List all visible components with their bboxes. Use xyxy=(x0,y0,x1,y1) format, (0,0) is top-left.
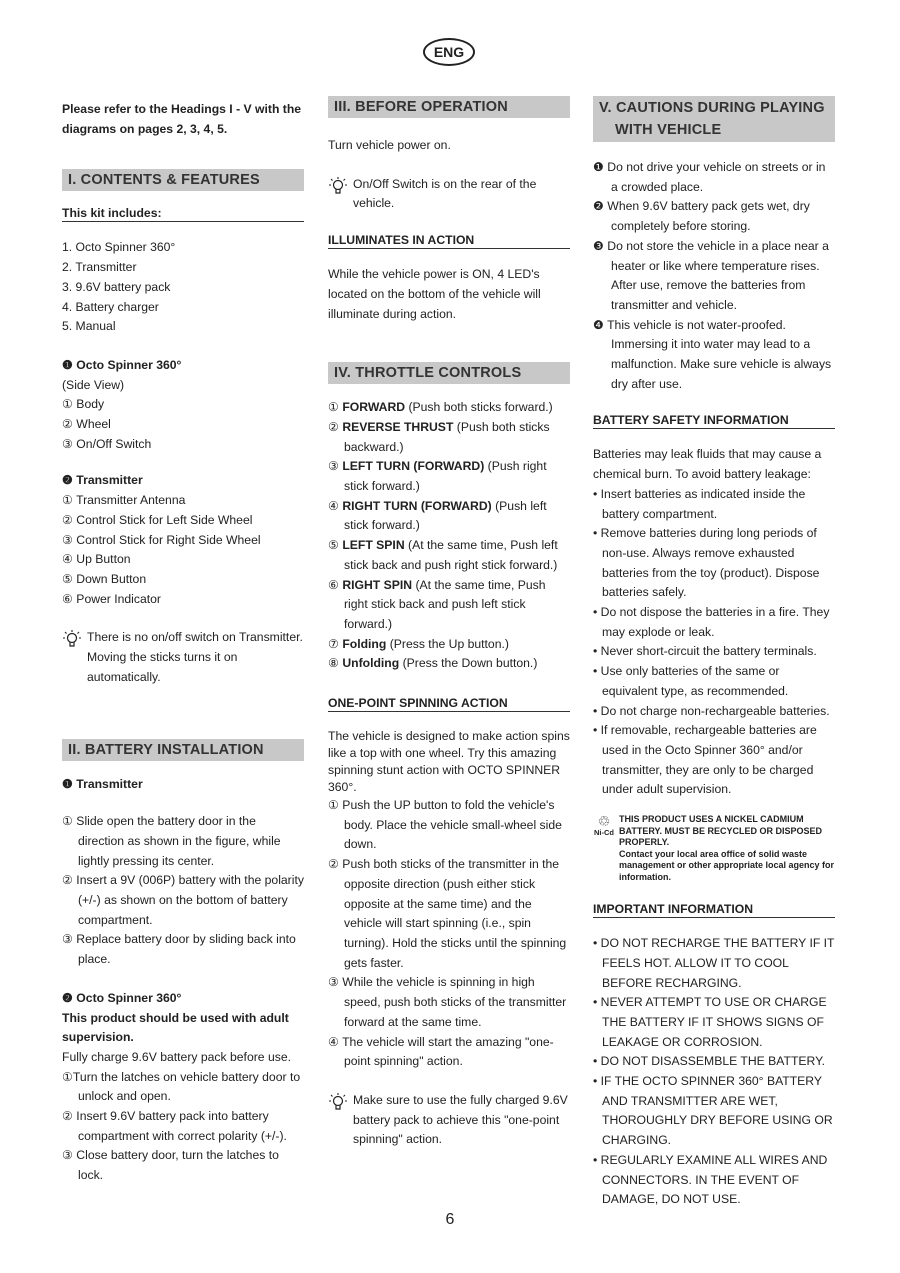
illuminates-heading: ILLUMINATES IN ACTION xyxy=(328,232,570,249)
list-item: ⑤ Down Button xyxy=(62,571,147,586)
lightbulb-icon xyxy=(328,175,348,197)
list-item: ④ Up Button xyxy=(62,552,131,567)
battery-spinner-heading: ❷ Octo Spinner 360° xyxy=(62,990,182,1005)
list-item: 5. Manual xyxy=(62,319,116,334)
spinning-tip xyxy=(328,1091,570,1150)
caution-item: ❷ When 9.6V battery pack gets wet, dry completely before storing. xyxy=(593,199,810,234)
important-info-heading: IMPORTANT INFORMATION xyxy=(593,901,835,918)
section-heading-throttle-controls: IV. THROTTLE CONTROLS xyxy=(328,362,570,384)
lightbulb-icon xyxy=(328,1091,348,1113)
nicd-text: THIS PRODUCT USES A NICKEL CADMIUM BATTERY. MUST BE RECYCLED OR DISPOSED PROPERLY. xyxy=(619,814,823,848)
lightbulb-icon xyxy=(62,628,82,650)
list-item: ③ While the vehicle is spinning in high speed, push both sticks of the transmitter forward at the same time. xyxy=(328,975,567,1029)
control-item: ③ LEFT TURN (FORWARD) (Push right stick forward.) xyxy=(328,459,547,494)
column-3 xyxy=(593,96,835,1210)
control-item: ⑥ RIGHT SPIN (At the same time, Push right stick back and push left stick forward.) xyxy=(328,577,546,631)
safety-item: • If removable, rechargeable batteries are used in the Octo Spinner 360° and/or transmitter, they are only to be charged under adult supervision. xyxy=(593,723,817,797)
one-point-spinning-heading: ONE-POINT SPINNING ACTION xyxy=(328,695,570,712)
important-item: • DO NOT RECHARGE THE BATTERY IF IT FEELS HOT. ALLOW IT TO COOL BEFORE RECHARGING. xyxy=(593,936,835,990)
important-item: • REGULARLY EXAMINE ALL WIRES AND CONNECTORS. IN THE EVENT OF DAMAGE, DO NOT USE. xyxy=(593,1152,828,1207)
important-item: • IF THE OCTO SPINNER 360° BATTERY AND TRANSMITTER ARE WET, THOROUGHLY DRY BEFORE USING OR CHARGING. xyxy=(593,1074,833,1148)
list-item: ① Push the UP button to fold the vehicle's body. Place the vehicle small-wheel side down. xyxy=(328,798,562,852)
safety-intro: Batteries may leak fluids that may cause a chemical burn. To avoid battery leakage: xyxy=(593,447,822,482)
control-item: ④ RIGHT TURN (FORWARD) (Push left stick forward.) xyxy=(328,498,547,533)
safety-item: • Remove batteries during long periods of non-use. Always remove exhausted batteries from the toy (product). Dispose batteries safely. xyxy=(593,526,820,600)
list-item: ① Transmitter Antenna xyxy=(62,493,186,508)
list-item: ③ Control Stick for Right Side Wheel xyxy=(62,532,261,547)
list-item: ② Insert a 9V (006P) battery with the polarity (+/-) as shown on the bottom of battery compartment. xyxy=(62,873,304,927)
list-item: ① Slide open the battery door in the direction as shown in the figure, while lightly pressing its center. xyxy=(62,814,281,868)
switch-tip xyxy=(328,175,570,214)
caution-item: ❹ This vehicle is not water-proofed. Immersing it into water may lead to a malfunction. Make sure vehicle is always dry after use. xyxy=(593,317,832,391)
control-item: ② REVERSE THRUST (Push both sticks backward.) xyxy=(328,419,550,454)
control-item: ⑦ Folding (Press the Up button.) xyxy=(328,636,509,651)
safety-item: • Never short-circuit the battery terminals. xyxy=(593,644,817,659)
control-item: ⑤ LEFT SPIN (At the same time, Push left stick back and push right stick forward.) xyxy=(328,538,558,572)
nicd-recycle-notice xyxy=(593,814,835,883)
illuminates-text: While the vehicle power is ON, 4 LED's located on the bottom of the vehicle will illuminate during action. xyxy=(328,267,541,321)
list-item: 2. Transmitter xyxy=(62,260,137,275)
safety-item: • Do not dispose the batteries in a fire. They may explode or leak. xyxy=(593,605,830,639)
section-heading-before-operation: III. BEFORE OPERATION xyxy=(328,96,570,118)
list-item: ② Insert 9.6V battery pack into battery compartment with correct polarity (+/-). xyxy=(62,1109,287,1143)
list-item: ④ The vehicle will start the amazing "one-point spinning" action. xyxy=(328,1034,554,1069)
caution-item: ❸ Do not store the vehicle in a place near a heater or like where temperature rises. After use, remove the batteries from transmitter and vehicle. xyxy=(593,238,829,312)
list-item: ① Body xyxy=(62,397,105,412)
important-item: • NEVER ATTEMPT TO USE OR CHARGE THE BATTERY IF IT SHOWS SIGNS OF LEAKAGE OR CORROSION. xyxy=(593,995,827,1049)
battery-transmitter-heading: ❶ Transmitter xyxy=(62,777,143,792)
list-item: 1. Octo Spinner 360° xyxy=(62,240,176,255)
side-view-label: (Side View) xyxy=(62,377,125,392)
tip-text: Make sure to use the fully charged 9.6V battery pack to achieve this "one-point spinning" action. xyxy=(353,1092,568,1147)
section-heading-cautions: V. CAUTIONS DURING PLAYING WITH VEHICLE xyxy=(593,96,835,142)
battery-safety-heading: BATTERY SAFETY INFORMATION xyxy=(593,412,835,429)
intro-text: Please refer to the Headings I - V with the diagrams on pages 2, 3, 4, 5. xyxy=(62,102,302,136)
tip-text: There is no on/off switch on Transmitter. Moving the sticks turns it on automatically. xyxy=(87,630,303,684)
section-heading-battery-installation: II. BATTERY INSTALLATION xyxy=(62,739,304,761)
spinning-intro: The vehicle is designed to make action spins like a top with one wheel. Try this amazing spinning stunt action with OCTO SPINNER 360°. xyxy=(328,729,570,795)
control-item: ⑧ Unfolding (Press the Down button.) xyxy=(328,656,538,671)
adult-supervision-warning: This product should be used with adult supervision. xyxy=(62,1010,289,1045)
octo-spinner-heading: ❶ Octo Spinner 360° xyxy=(62,357,182,372)
list-item: ③ On/Off Switch xyxy=(62,436,152,451)
list-item: ③ Replace battery door by sliding back into place. xyxy=(62,932,296,967)
controls-list xyxy=(328,398,570,674)
list-item: ② Wheel xyxy=(62,417,111,432)
nicd-contact-text: Contact your local area office of solid waste management or other appropriate local agency for information. xyxy=(619,848,835,882)
control-item: ① FORWARD (Push both sticks forward.) xyxy=(328,400,553,415)
transmitter-tip xyxy=(62,628,304,687)
list-item: ② Control Stick for Left Side Wheel xyxy=(62,512,253,527)
list-item: ①Turn the latches on vehicle battery door to unlock and open. xyxy=(62,1069,301,1104)
column-2 xyxy=(328,96,570,1150)
page-number: 6 xyxy=(445,1211,455,1228)
list-item: ② Push both sticks of the transmitter in the opposite direction (push either stick opposite at the same time) and the vehicle will start spinning (i.e., spin turning). Hold the sticks until the spinning gets faster. xyxy=(328,857,567,970)
section-heading-contents: I. CONTENTS & FEATURES xyxy=(62,169,304,191)
tip-text: On/Off Switch is on the rear of the vehicle. xyxy=(353,176,537,211)
caution-item: ❶ Do not drive your vehicle on streets or in a crowded place. xyxy=(593,160,826,194)
language-badge: ENG xyxy=(423,38,475,66)
power-on-text: Turn vehicle power on. xyxy=(328,138,451,152)
list-item: ⑥ Power Indicator xyxy=(62,591,161,606)
safety-item: • Use only batteries of the same or equivalent type, as recommended. xyxy=(593,664,789,698)
kit-includes-heading: This kit includes: xyxy=(62,205,304,222)
kit-list xyxy=(62,238,304,337)
list-item: ③ Close battery door, turn the latches to lock. xyxy=(62,1148,279,1183)
column-1 xyxy=(62,96,304,1186)
list-item: 4. Battery charger xyxy=(62,299,159,314)
safety-item: • Insert batteries as indicated inside the battery compartment. xyxy=(593,486,806,521)
safety-item: • Do not charge non-rechargeable batteries. xyxy=(593,703,830,718)
important-item: • DO NOT DISASSEMBLE THE BATTERY. xyxy=(593,1054,826,1069)
recycle-icon: ♲ Ni-Cd xyxy=(594,813,614,838)
transmitter-heading: ❷ Transmitter xyxy=(62,473,143,488)
list-item: 3. 9.6V battery pack xyxy=(62,279,171,294)
charge-note: Fully charge 9.6V battery pack before use. xyxy=(62,1049,291,1064)
